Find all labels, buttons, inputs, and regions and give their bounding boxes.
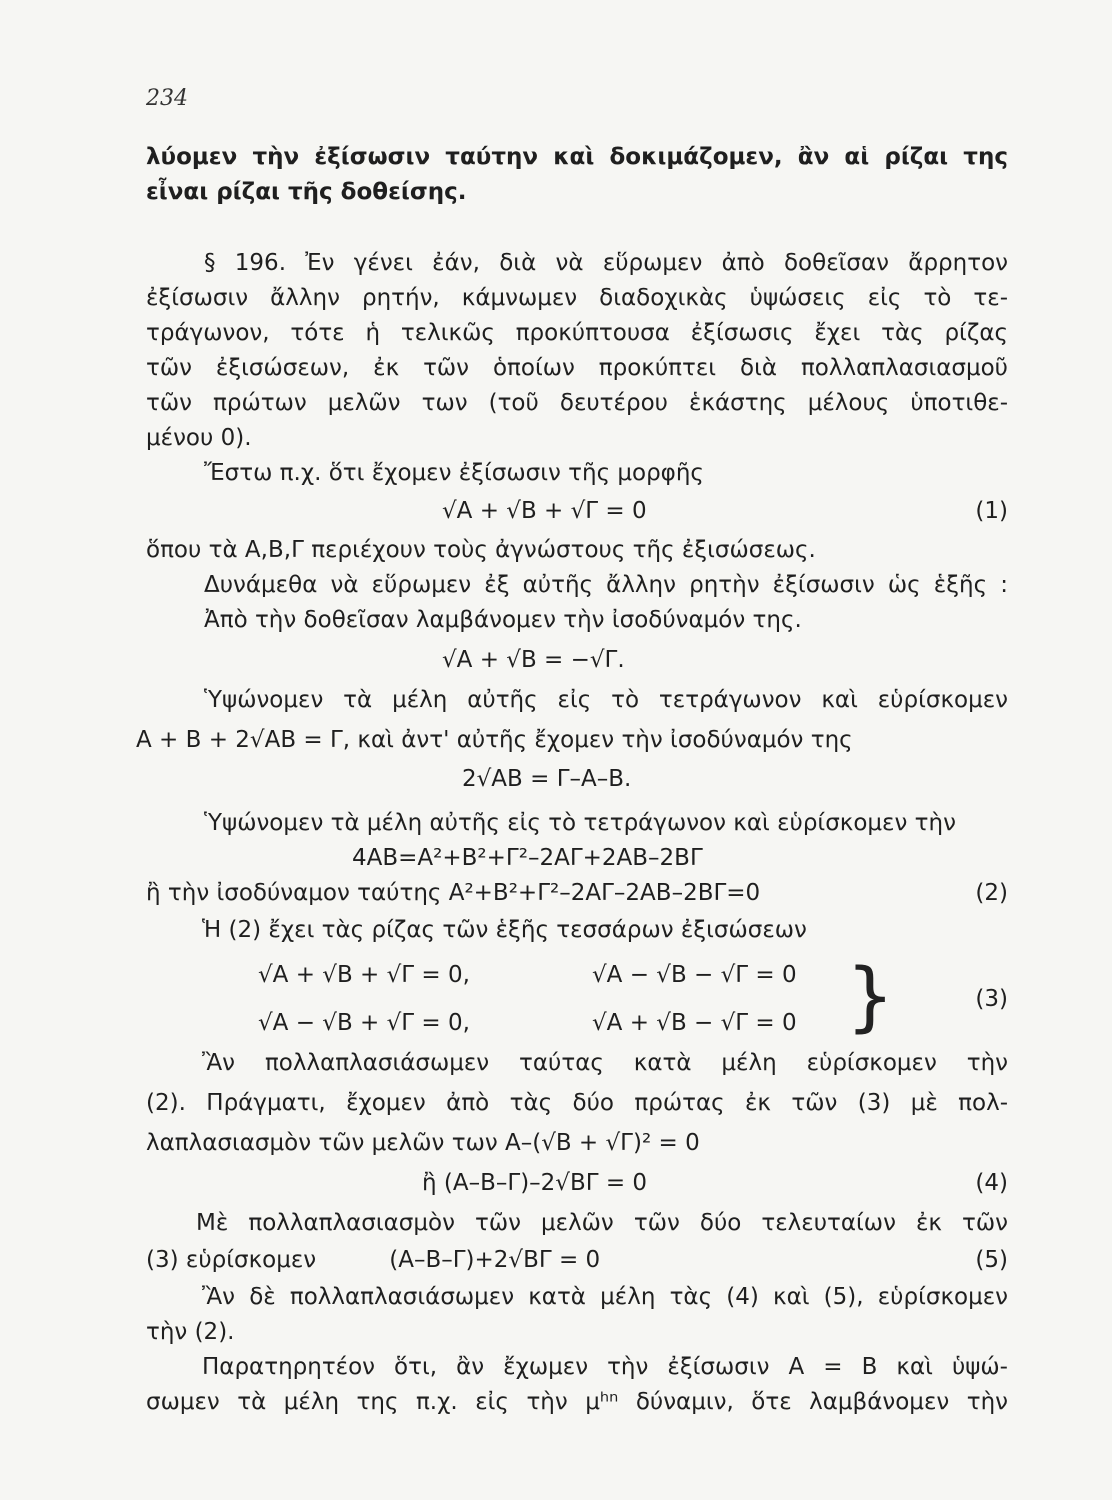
- text-line: τὴν (2).: [146, 1319, 235, 1345]
- text-line: ἐξίσωσιν ἄλλην ρητήν, κάμνωμεν διαδοχικὰς ὑψώσεις εἰς τὸ τε-: [146, 285, 1008, 311]
- page-number: 234: [146, 86, 188, 111]
- text-line: Ὑψώνομεν τὰ μέλη αὐτῆς εἰς τὸ τετράγωνον καὶ εὑρίσκομεν τὴν: [204, 810, 956, 836]
- equation-5-row: [146, 1243, 1008, 1278]
- equation: √A + √B + √Γ = 0,: [258, 962, 470, 988]
- text-line: Ὑψώνομεν τὰ μέλη αὐτῆς εἰς τὸ τετράγωνον καὶ εὑρίσκομεν: [204, 687, 1008, 713]
- equation-number: (4): [975, 1170, 1008, 1196]
- text-line: μένου 0).: [146, 425, 252, 451]
- text-line: Ἔστω π.χ. ὅτι ἔχομεν ἐξίσωσιν τῆς μορφῆς: [204, 460, 704, 486]
- equation-number: (5): [975, 1247, 1008, 1273]
- equation: ἢ (A–B–Γ)–2√BΓ = 0: [422, 1170, 648, 1196]
- equation: 2√AB = Γ–A–B.: [462, 766, 632, 792]
- text-line: A + B + 2√AB = Γ, καὶ ἀντ' αὐτῆς ἔχομεν τὴν ἰσοδύναμόν της: [136, 727, 853, 753]
- right-brace: }: [846, 951, 895, 1040]
- text-line: (3) εὑρίσκομεν (A–B–Γ)+2√BΓ = 0: [146, 1247, 601, 1273]
- text-line: Ἂν πολλαπλασιάσωμεν ταύτας κατὰ μέλη εὑρίσκομεν τὴν: [202, 1050, 1008, 1076]
- text-line: Δυνάμεθα νὰ εὕρωμεν ἐξ αὐτῆς ἄλλην ρητὴν ἐξίσωσιν ὡς ἑξῆς :: [204, 572, 1008, 598]
- text-line: τῶν ἐξισώσεων, ἐκ τῶν ὁποίων προκύπτει διὰ πολλαπλασιασμοῦ: [146, 355, 1008, 381]
- text-line: Μὲ πολλαπλασιασμὸν τῶν μελῶν τῶν δύο τελευταίων ἐκ τῶν: [196, 1210, 1008, 1236]
- text-line: Ἀπὸ τὴν δοθεῖσαν λαμβάνομεν τὴν ἰσοδύναμόν της.: [204, 607, 802, 633]
- text-line: εἶναι ρίζαι τῆς δοθείσης.: [146, 179, 467, 205]
- text-line: σωμεν τὰ μέλη της π.χ. εἰς τὴν μʰⁿ δύναμιν, ὅτε λαμβάνομεν τὴν: [146, 1389, 1008, 1415]
- equation: √A + √B − √Γ = 0: [592, 1010, 797, 1036]
- text-line: ὅπου τὰ Α,Β,Γ περιέχουν τοὺς ἀγνώστους τῆς ἐξισώσεως.: [146, 537, 816, 563]
- equation: √A − √B + √Γ = 0,: [258, 1010, 470, 1036]
- section-196-start: § 196. Ἐν γένει ἐάν, διὰ νὰ εὕρωμεν ἀπὸ δοθεῖσαν ἄρρητον: [204, 250, 1008, 276]
- equation-number: (3): [975, 986, 1008, 1012]
- text-line: ἢ τὴν ἰσοδύναμον ταύτης A²+B²+Γ²–2AΓ–2AB–2BΓ=0: [146, 880, 761, 906]
- text-line: (2). Πράγματι, ἔχομεν ἀπὸ τὰς δύο πρώτας ἐκ τῶν (3) μὲ πολ-: [146, 1090, 1008, 1116]
- equation: √A − √B − √Γ = 0: [592, 962, 797, 988]
- equation-2-row: [146, 876, 1008, 911]
- text-line: λαπλασιασμὸν τῶν μελῶν των A–(√B + √Γ)² = 0: [146, 1130, 700, 1156]
- equation-1: √A + √B + √Γ = 0: [442, 498, 647, 524]
- text-line: λύομεν τὴν ἐξίσωσιν ταύτην καὶ δοκιμάζομεν, ἂν αἱ ρίζαι της: [146, 144, 1008, 170]
- text-line: Ἡ (2) ἔχει τὰς ρίζας τῶν ἑξῆς τεσσάρων ἐξισώσεων: [202, 917, 807, 943]
- text-line: Ἂν δὲ πολλαπλασιάσωμεν κατὰ μέλη τὰς (4) καὶ (5), εὑρίσκομεν: [202, 1284, 1008, 1310]
- equation-number: (2): [975, 880, 1008, 906]
- text-line: Παρατηρητέον ὅτι, ἂν ἔχωμεν τὴν ἐξίσωσιν A = B καὶ ὑψώ-: [202, 1354, 1008, 1380]
- text-line: τῶν πρώτων μελῶν των (τοῦ δευτέρου ἑκάστης μέλους ὑποτιθε-: [146, 390, 1008, 416]
- equation: √A + √B = −√Γ.: [442, 647, 625, 673]
- equation: 4AB=A²+B²+Γ²–2AΓ+2AB–2BΓ: [352, 845, 703, 871]
- equation-number: (1): [975, 498, 1008, 524]
- text-line: τράγωνον, τότε ἡ τελικῶς προκύπτουσα ἐξίσωσις ἔχει τὰς ρίζας: [146, 320, 1008, 346]
